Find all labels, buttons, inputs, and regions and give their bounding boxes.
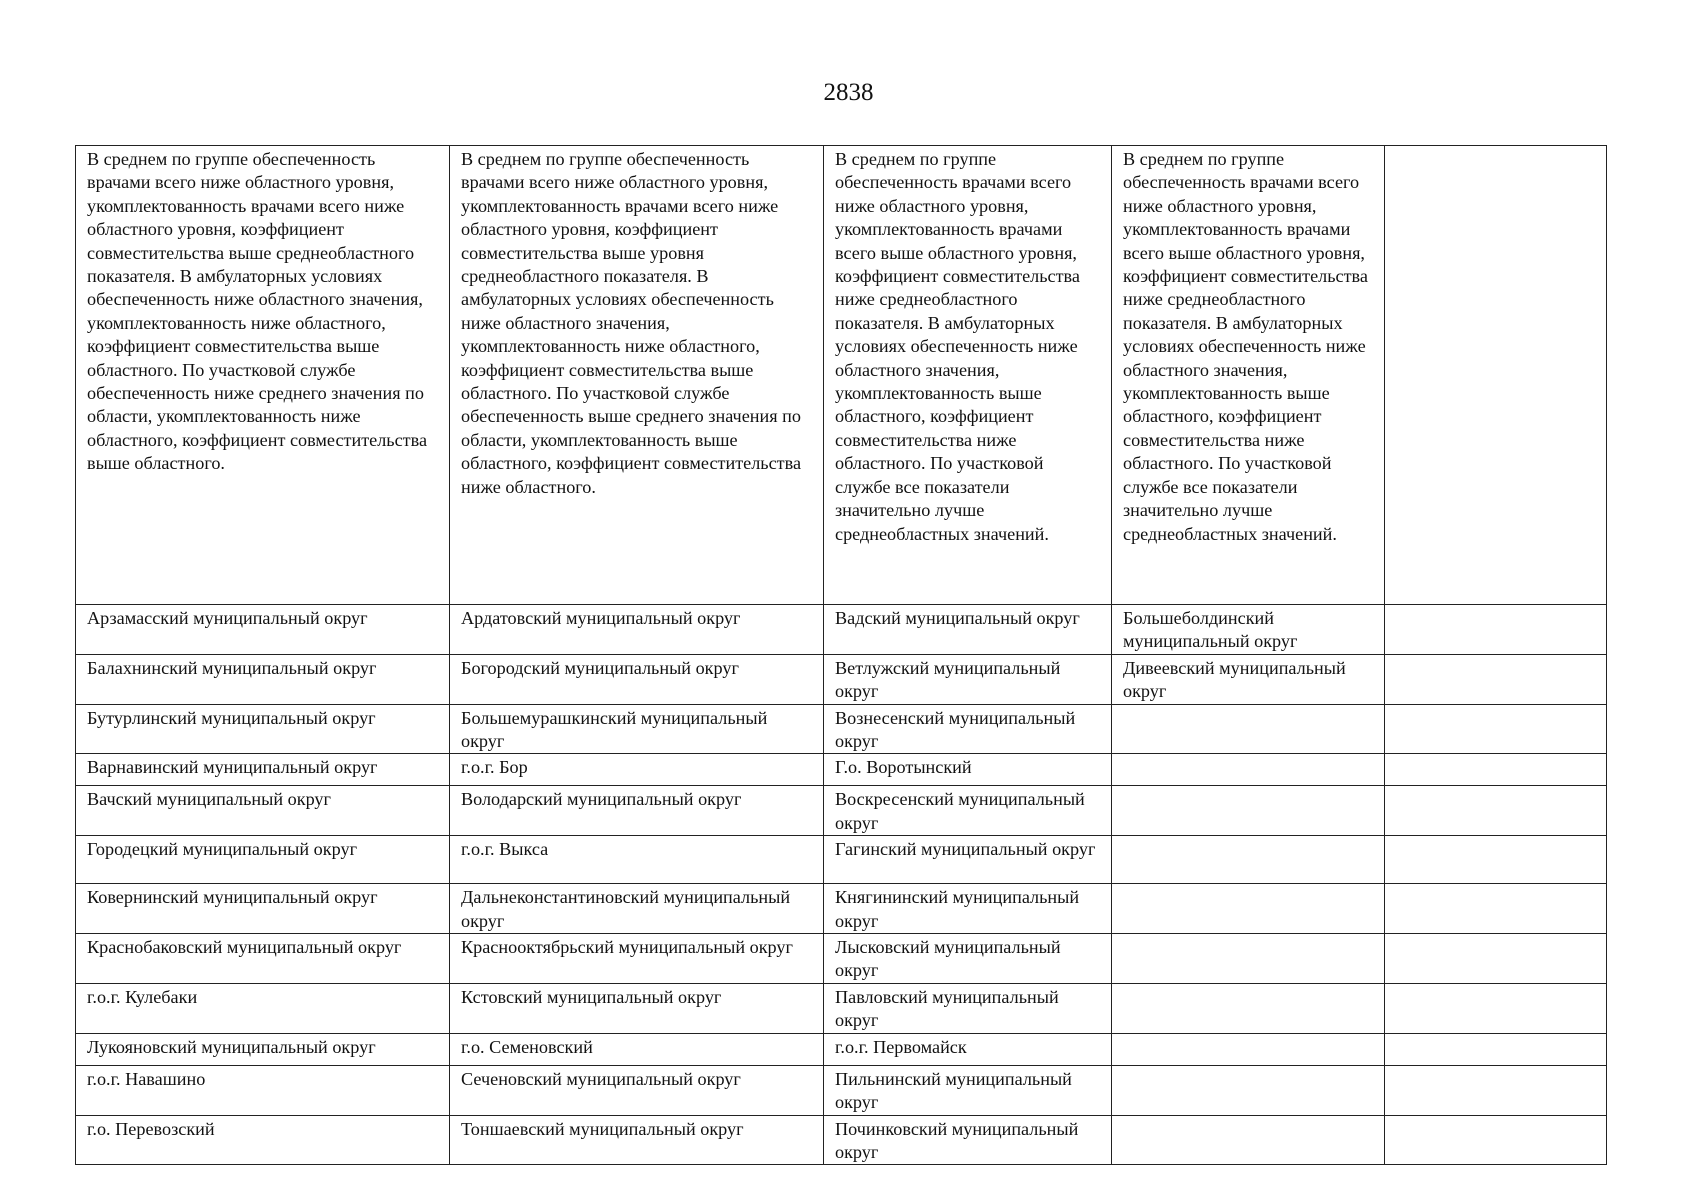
table-cell: Володарский муниципальный округ: [450, 786, 824, 836]
table-cell: [1112, 1065, 1385, 1115]
table-row: [76, 934, 1607, 984]
table-cell: Починковский муниципальный округ: [824, 1115, 1112, 1165]
table-cell: Ардатовский муниципальный округ: [450, 605, 824, 655]
table-row: [76, 654, 1607, 704]
group-1-description: В среднем по группе обеспеченность врачами всего ниже областного уровня, укомплектованность врачами всего ниже областного уровня, коэффициент совместительства выше среднеобластного показателя. В амбулаторных условиях обеспеченность ниже областного значения, укомплектованность ниже областного, коэффициент совместительства выше областного. По участковой службе обеспеченность ниже среднего значения по области, укомплектованность ниже областного, коэффициент совместительства выше областного.: [76, 146, 450, 605]
table-row: [76, 786, 1607, 836]
table-cell: [1385, 1033, 1607, 1065]
table-cell: Богородский муниципальный округ: [450, 654, 824, 704]
table-cell: Дивеевский муниципальный округ: [1112, 654, 1385, 704]
table-row: [76, 704, 1607, 754]
group-4-description: В среднем по группе обеспеченность врачами всего ниже областного уровня, укомплектованность врачами всего выше областного уровня, коэффициент совместительства ниже среднеобластного показателя. В амбулаторных условиях обеспеченность ниже областного значения, укомплектованность выше областного, коэффициент совместительства ниже областного. По участковой службе все показатели значительно лучше среднеобластных значений.: [1112, 146, 1385, 605]
districts-table: [75, 145, 1607, 1165]
table-row: [76, 836, 1607, 884]
table-cell: [1112, 983, 1385, 1033]
table-cell: г.о.г. Первомайск: [824, 1033, 1112, 1065]
table-cell: Лысковский муниципальный округ: [824, 934, 1112, 984]
table-cell: [1112, 754, 1385, 786]
table-cell: [1112, 884, 1385, 934]
table-cell: [1385, 1115, 1607, 1165]
table-cell: Гагинский муниципальный округ: [824, 836, 1112, 884]
group-2-description: В среднем по группе обеспеченность врачами всего ниже областного уровня, укомплектованность врачами всего ниже областного уровня, коэффициент совместительства выше уровня среднеобластного показателя. В амбулаторных условиях обеспеченность ниже областного значения, укомплектованность ниже областного, коэффициент совместительства выше областного. По участковой службе обеспеченность выше среднего значения по области, укомплектованность выше областного, коэффициент совместительства ниже областного.: [450, 146, 824, 605]
table-row: [76, 1115, 1607, 1165]
table-cell: г.о. Перевозский: [76, 1115, 450, 1165]
table-cell: Большеболдинский муниципальный округ: [1112, 605, 1385, 655]
table-cell: Балахнинский муниципальный округ: [76, 654, 450, 704]
table-cell: Ковернинский муниципальный округ: [76, 884, 450, 934]
table-cell: Вадский муниципальный округ: [824, 605, 1112, 655]
table-cell: [1385, 1065, 1607, 1115]
table-row: [76, 983, 1607, 1033]
table-cell: Арзамасский муниципальный округ: [76, 605, 450, 655]
table-cell: [1385, 934, 1607, 984]
group-description-row: [76, 146, 1607, 605]
table-cell: г.о.г. Навашино: [76, 1065, 450, 1115]
table-cell: Варнавинский муниципальный округ: [76, 754, 450, 786]
table-row: [76, 1033, 1607, 1065]
table-row: [76, 1065, 1607, 1115]
table-cell: Пильнинский муниципальный округ: [824, 1065, 1112, 1115]
table-cell: [1112, 934, 1385, 984]
table-cell: Вознесенский муниципальный округ: [824, 704, 1112, 754]
table-cell: [1385, 654, 1607, 704]
page-number: 2838: [823, 79, 874, 106]
table-cell: Воскресенский муниципальный округ: [824, 786, 1112, 836]
table-cell: г.о.г. Выкса: [450, 836, 824, 884]
table-cell: Тоншаевский муниципальный округ: [450, 1115, 824, 1165]
table-cell: Вачский муниципальный округ: [76, 786, 450, 836]
table-cell: Кстовский муниципальный округ: [450, 983, 824, 1033]
table-cell: Дальнеконстантиновский муниципальный округ: [450, 884, 824, 934]
table-cell: [1385, 884, 1607, 934]
table-cell: г.о. Семеновский: [450, 1033, 824, 1065]
table-row: [76, 754, 1607, 786]
table-cell: Бутурлинский муниципальный округ: [76, 704, 450, 754]
table-cell: [1112, 1033, 1385, 1065]
table-cell: [1385, 605, 1607, 655]
table-row: [76, 605, 1607, 655]
table-cell: Большемурашкинский муниципальный округ: [450, 704, 824, 754]
table-cell: Княгининский муниципальный округ: [824, 884, 1112, 934]
table-cell: [1112, 786, 1385, 836]
table-cell: [1385, 786, 1607, 836]
table-cell: Городецкий муниципальный округ: [76, 836, 450, 884]
table-cell: [1112, 1115, 1385, 1165]
table-cell: Краснобаковский муниципальный округ: [76, 934, 450, 984]
table-cell: [1385, 704, 1607, 754]
group-5-description: [1385, 146, 1607, 605]
table-row: [76, 884, 1607, 934]
table-cell: Павловский муниципальный округ: [824, 983, 1112, 1033]
table-cell: Г.о. Воротынский: [824, 754, 1112, 786]
table-cell: [1385, 754, 1607, 786]
table-cell: [1385, 983, 1607, 1033]
group-3-description: В среднем по группе обеспеченность врачами всего ниже областного уровня, укомплектованность врачами всего выше областного уровня, коэффициент совместительства ниже среднеобластного показателя. В амбулаторных условиях обеспеченность ниже областного значения, укомплектованность выше областного, коэффициент совместительства ниже областного. По участковой службе все показатели значительно лучше среднеобластных значений.: [824, 146, 1112, 605]
table-cell: Ветлужский муниципальный округ: [824, 654, 1112, 704]
table-cell: [1112, 836, 1385, 884]
table-cell: Лукояновский муниципальный округ: [76, 1033, 450, 1065]
table-cell: Краснооктябрьский муниципальный округ: [450, 934, 824, 984]
table-cell: Сеченовский муниципальный округ: [450, 1065, 824, 1115]
table-cell: [1385, 836, 1607, 884]
table-cell: г.о.г. Бор: [450, 754, 824, 786]
table-cell: г.о.г. Кулебаки: [76, 983, 450, 1033]
table-cell: [1112, 704, 1385, 754]
